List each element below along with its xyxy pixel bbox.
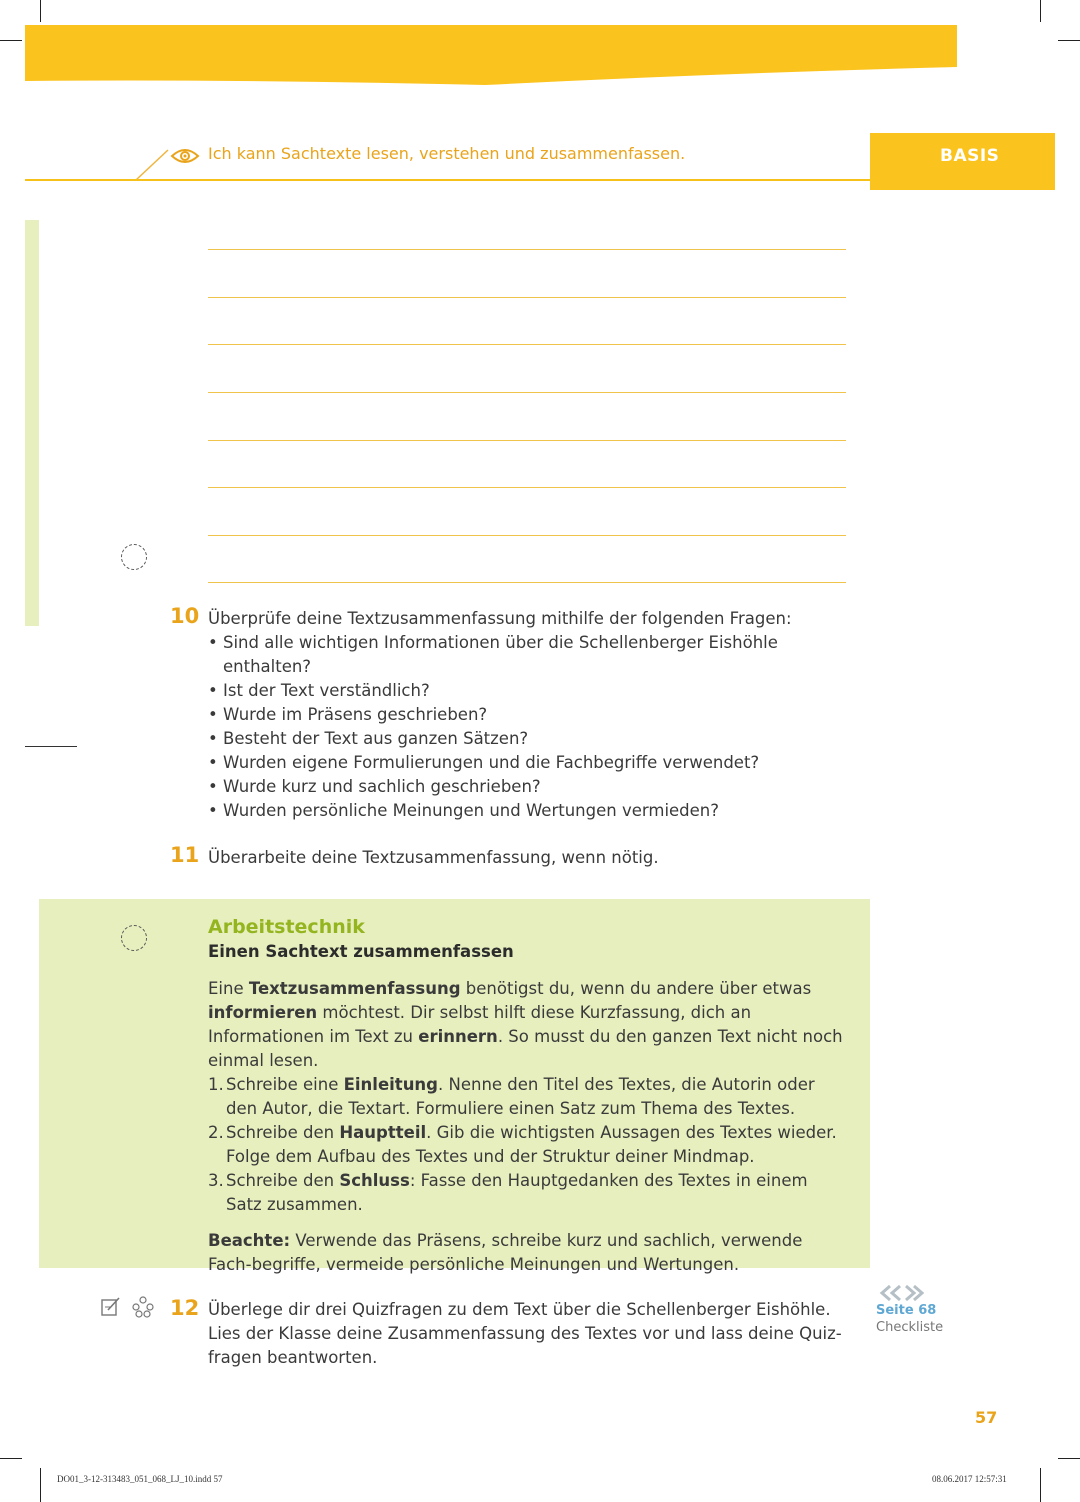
- slash-divider: [132, 148, 172, 182]
- list-item: • Sind alle wichtigen Informationen über die Schellenberger Eishöhle enthalten?: [208, 631, 792, 679]
- list-item: • Besteht der Text aus ganzen Sätzen?: [208, 727, 792, 751]
- level-badge-label: BASIS: [940, 146, 1000, 166]
- crop-mark: [40, 0, 41, 22]
- list-item: 1. Schreibe eine Einleitung. Nenne den Titel des Textes, die Autorin oder den Autor, die Textart. Formuliere einen Satz zum Thema des Textes.: [208, 1075, 815, 1118]
- learning-objective: Ich kann Sachtexte lesen, verstehen und zusammenfassen.: [208, 144, 686, 163]
- eye-icon: [170, 147, 200, 165]
- crop-mark: [1058, 40, 1080, 41]
- method-steps: [208, 1073, 848, 1217]
- print-footer-right: 08.06.2017 12:57:31: [932, 1474, 1007, 1484]
- print-footer-left: DO01_3-12-313483_051_068_LJ_10.indd 57: [57, 1474, 223, 1484]
- page-reference-link[interactable]: Seite 68: [876, 1303, 937, 1318]
- method-text: [208, 977, 848, 1277]
- writing-line[interactable]: [208, 582, 846, 583]
- task-10-intro: Überprüfe deine Textzusammenfassung mithilfe der folgenden Fragen:: [208, 609, 792, 628]
- writing-line[interactable]: [208, 487, 846, 488]
- margin-mark: [25, 746, 77, 747]
- dashed-circle-icon[interactable]: [121, 925, 147, 951]
- task-number: 11: [170, 843, 200, 867]
- check-questions: [208, 631, 792, 823]
- list-item: 3. Schreibe den Schluss: Fasse den Hauptgedanken des Textes in einem Satz zusammen.: [208, 1171, 808, 1214]
- page-number: 57: [975, 1408, 998, 1427]
- group-icon: [131, 1295, 155, 1319]
- method-subtitle: Einen Sachtext zusammenfassen: [208, 942, 514, 961]
- chevron-arrows-icon: [876, 1283, 924, 1303]
- crop-mark: [0, 40, 22, 41]
- list-item: • Ist der Text verständlich?: [208, 679, 792, 703]
- crop-mark: [1040, 0, 1041, 22]
- list-item: • Wurden persönliche Meinungen und Wertungen vermieden?: [208, 799, 792, 823]
- task-10: [208, 607, 792, 823]
- level-badge: [870, 133, 1055, 190]
- side-bar: [25, 220, 39, 626]
- crop-mark: [1058, 1458, 1080, 1459]
- dashed-circle-icon[interactable]: [121, 544, 147, 570]
- task-number: 10: [170, 604, 200, 628]
- task-number: 12: [170, 1296, 200, 1320]
- task-12: Überlege dir drei Quizfragen zu dem Text über die Schellenberger Eishöhle. Lies der Klasse deine Zusammenfassung des Textes vor und lass deine Quiz- fragen beantworten.: [208, 1300, 842, 1367]
- crop-mark: [1040, 1468, 1041, 1502]
- crop-mark: [40, 1468, 41, 1502]
- header-rule: [25, 179, 870, 181]
- list-item: • Wurde kurz und sachlich geschrieben?: [208, 775, 792, 799]
- pencil-note-icon: [100, 1296, 122, 1318]
- method-title: Arbeitstechnik: [208, 916, 365, 938]
- method-note: Beachte: Verwende das Präsens, schreibe kurz und sachlich, verwende Fach-begriffe, vermeide persönliche Meinungen und Wertungen.: [208, 1231, 803, 1274]
- task-11: Überarbeite deine Textzusammenfassung, wenn nötig.: [208, 848, 659, 867]
- list-item: • Wurden eigene Formulierungen und die Fachbegriffe verwendet?: [208, 751, 792, 775]
- writing-line[interactable]: [208, 249, 846, 250]
- writing-line[interactable]: [208, 535, 846, 536]
- method-intro: Eine Textzusammenfassung benötigst du, wenn du andere über etwas informieren möchtest. Dir selbst hilft diese Kurzfassung, dich an Informationen im Text zu erinnern. So musst du den ganzen Text nicht noch einmal lesen.: [208, 979, 843, 1070]
- list-item: 2. Schreibe den Hauptteil. Gib die wichtigsten Aussagen des Textes wieder. Folge dem Aufbau des Textes und der Struktur deiner Mindmap.: [208, 1123, 837, 1166]
- crop-mark: [0, 1458, 22, 1459]
- writing-line[interactable]: [208, 440, 846, 441]
- top-banner: [25, 25, 957, 85]
- list-item: • Wurde im Präsens geschrieben?: [208, 703, 792, 727]
- writing-line[interactable]: [208, 344, 846, 345]
- checklist-label: Checkliste: [876, 1320, 944, 1335]
- writing-line[interactable]: [208, 297, 846, 298]
- writing-line[interactable]: [208, 392, 846, 393]
